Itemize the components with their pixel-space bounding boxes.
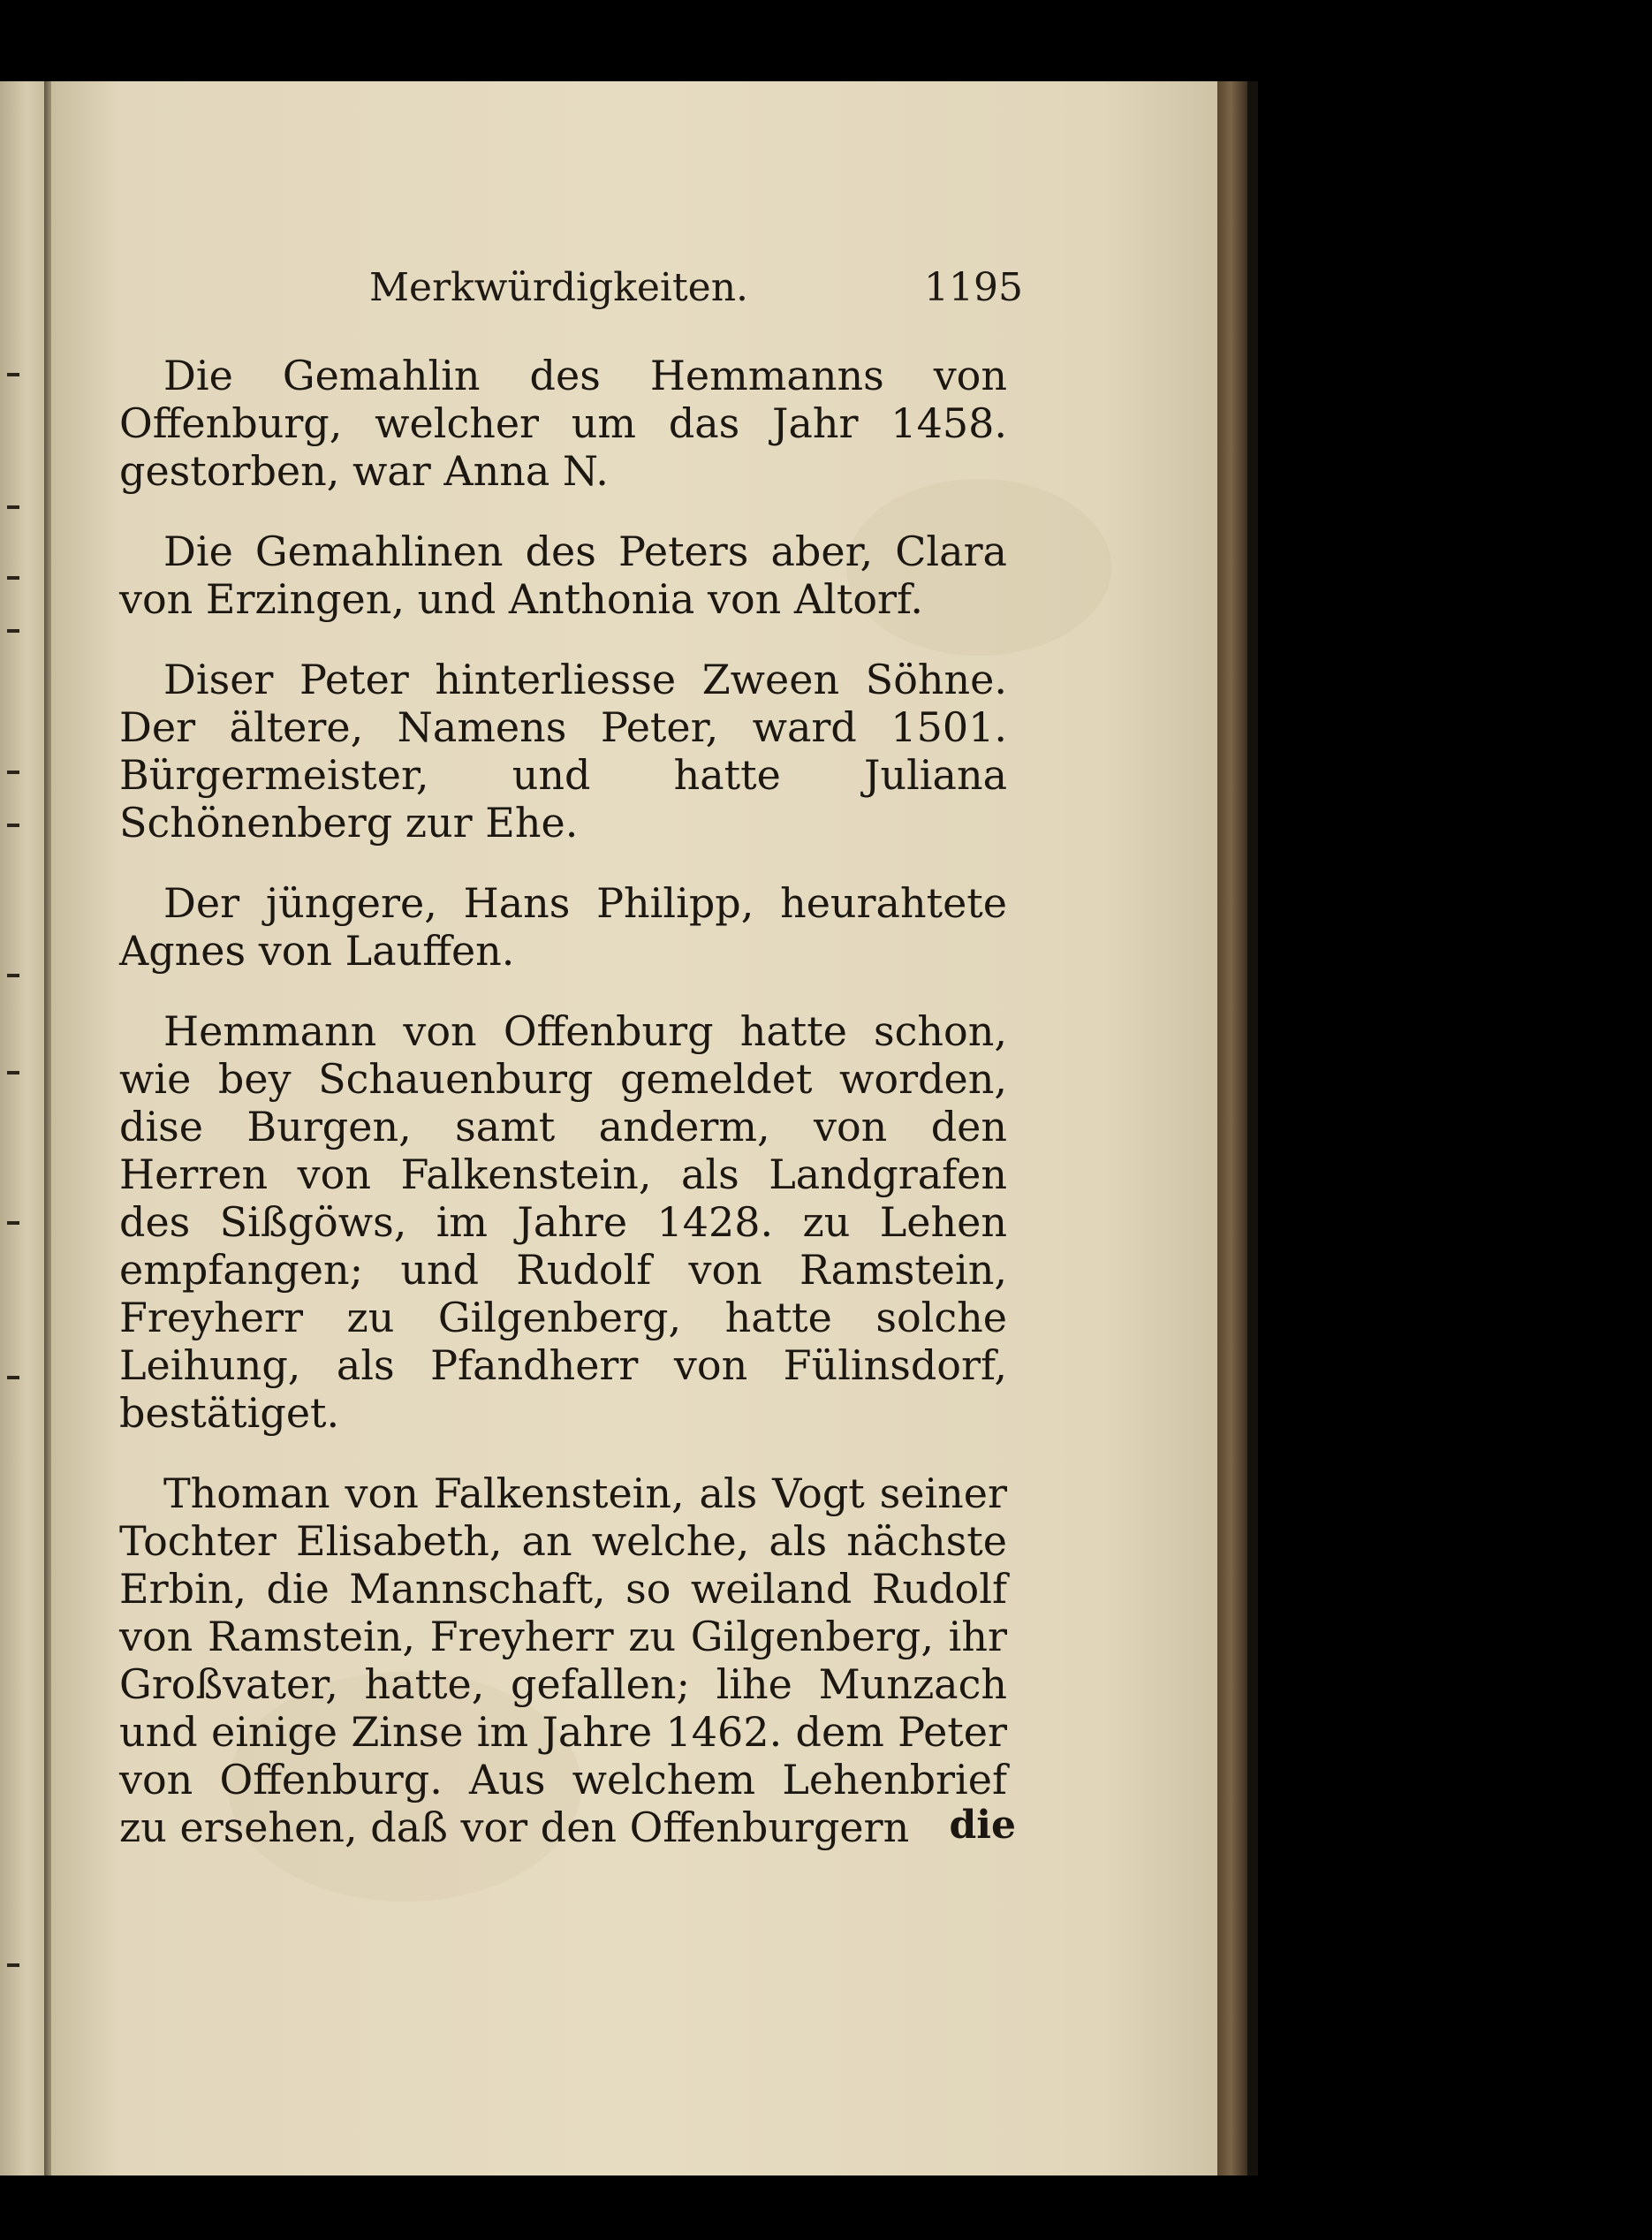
paragraph: Hemmann von Offenburg hatte schon, wie bey Schauenburg gemeldet worden, dise Burgen, samt anderm, von den Herren von Falkenstein, als Landgrafen des Sißgöws, im Jahre 1428. zu Lehen empfangen; und Rudolf von Ramstein, Freyherr zu Gilgenberg, hatte solche Leihung, als Pfandherr von Fülinsdorf, bestätiget. — [119, 1007, 1007, 1437]
paragraph: Thoman von Falkenstein, als Vogt seiner Tochter Elisabeth, an welche, als nächste Erbin, die Mannschaft, so weiland Rudolf von Ramstein, Freyherr zu Gilgenberg, ihr Großvater, hatte, gefallen; lihe Munzach und einige Zinse im Jahre 1462. dem Peter von Offenburg. Aus welchem Lehenbrief zu ersehen, daß vor den Offenburgern — [119, 1469, 1007, 1851]
facing-page-mark — [7, 824, 19, 827]
facing-page-mark — [7, 1963, 19, 1967]
facing-page-mark — [7, 1071, 19, 1074]
facing-page-mark — [7, 771, 19, 774]
cover-shadow — [1247, 81, 1258, 2175]
facing-page-edge — [0, 81, 44, 2175]
book-cover-edge — [1217, 81, 1247, 2175]
facing-page-mark — [7, 576, 19, 580]
facing-page-mark — [7, 373, 19, 376]
facing-page-mark — [7, 1376, 19, 1379]
main-text — [119, 352, 1007, 1884]
gutter — [44, 81, 51, 2175]
paragraph: Diser Peter hinterliesse Zween Söhne. Der ältere, Namens Peter, ward 1501. Bürgermeister, und hatte Juliana Schönenberg zur Ehe. — [119, 656, 1007, 847]
paragraph: Die Gemahlin des Hemmanns von Offenburg, welcher um das Jahr 1458. gestorben, war Anna N. — [119, 352, 1007, 495]
facing-page-mark — [7, 505, 19, 509]
paragraph: Die Gemahlinen des Peters aber, Clara von Erzingen, und Anthonia von Altorf. — [119, 528, 1007, 623]
page-number: 1195 — [924, 265, 1023, 310]
facing-page-mark — [7, 1221, 19, 1225]
page-header — [369, 265, 1023, 318]
running-title: Merkwürdigkeiten. — [369, 265, 749, 310]
facing-page-mark — [7, 629, 19, 633]
facing-page-mark — [7, 974, 19, 977]
paragraph: Der jüngere, Hans Philipp, heurahtete Agnes von Lauffen. — [119, 879, 1007, 975]
catchword: die — [949, 1803, 1016, 1848]
